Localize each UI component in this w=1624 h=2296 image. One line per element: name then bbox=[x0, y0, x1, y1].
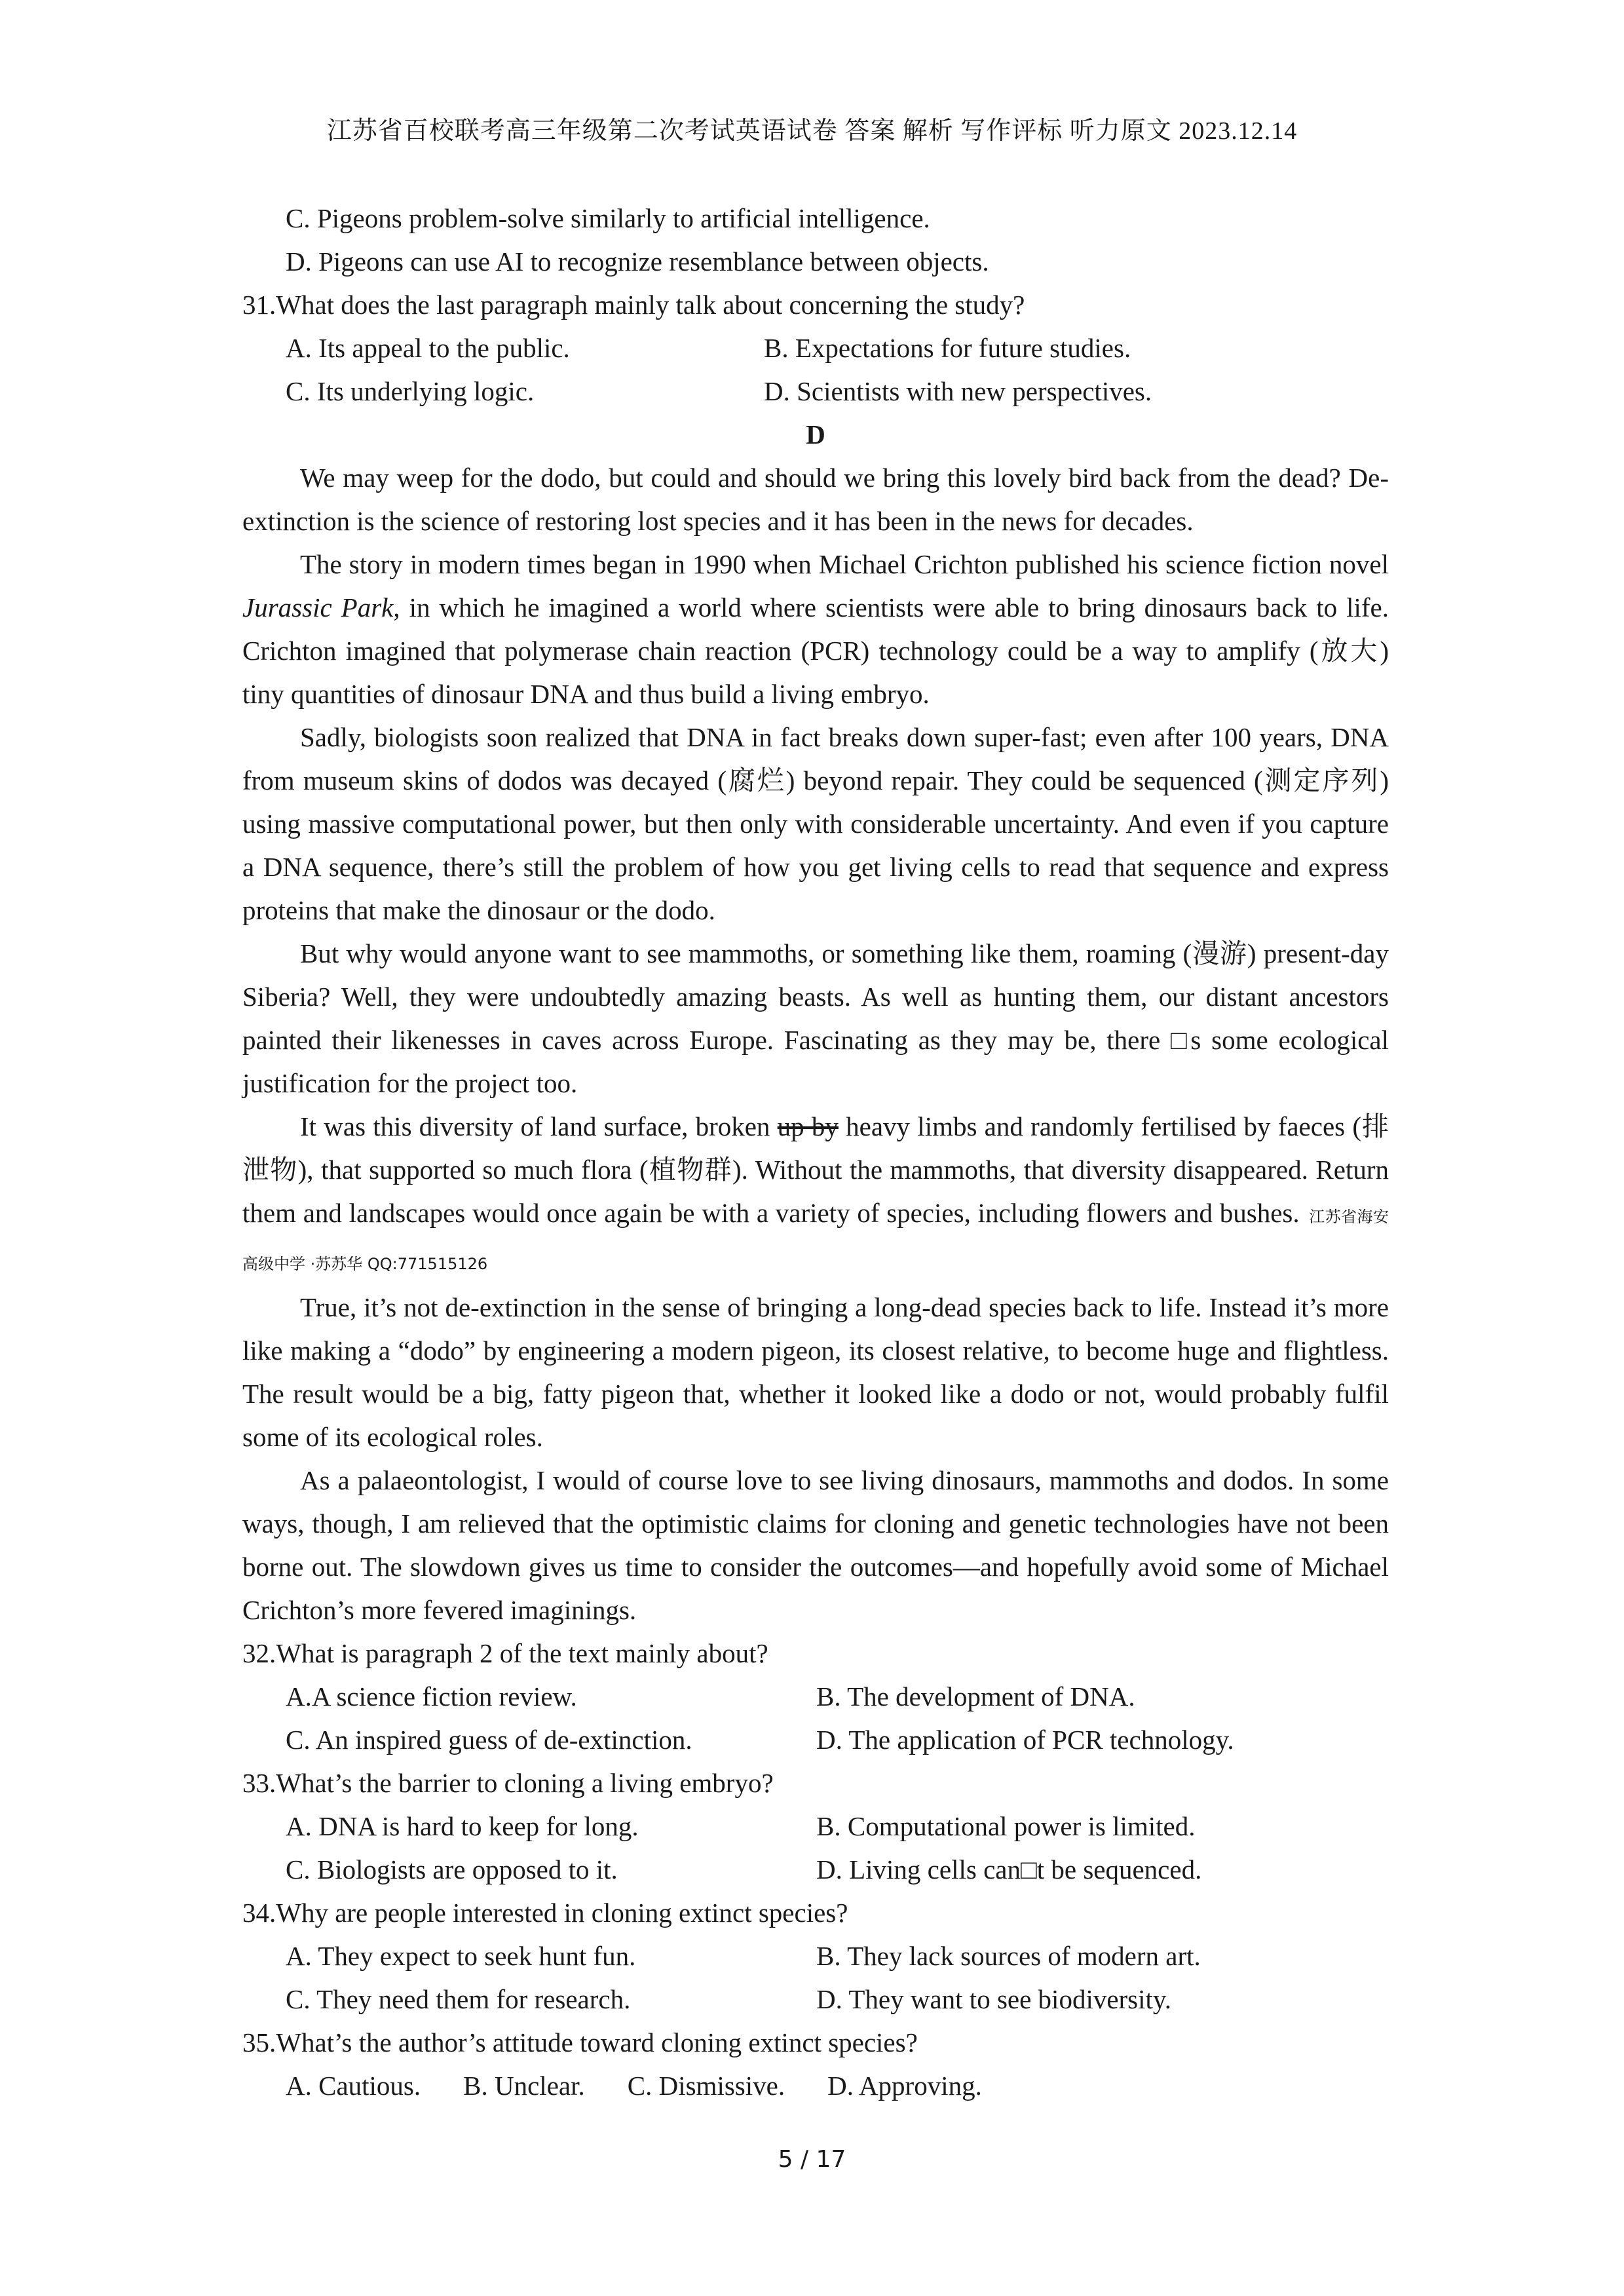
p5-text-a: It was this diversity of land surface, broken bbox=[300, 1111, 778, 1141]
q33-options-cd bbox=[242, 1848, 1389, 1891]
q34-options-ab bbox=[242, 1934, 1389, 1978]
q32-option-d: D. The application of PCR technology. bbox=[816, 1725, 1234, 1755]
q30-option-d: D. Pigeons can use AI to recognize resemblance between objects. bbox=[286, 246, 989, 277]
novel-title: Jurassic Park bbox=[242, 592, 394, 622]
q32-option-b: B. The development of DNA. bbox=[816, 1681, 1135, 1712]
passage-paragraph-1: We may weep for the dodo, but could and should we bring this lovely bird back from the dead? De-extinction is the science of restoring lost species and it has been in the news for decades. bbox=[242, 463, 1389, 536]
q35-options bbox=[242, 2064, 1389, 2107]
passage-paragraph-5 bbox=[242, 1105, 1389, 1286]
watermark-note: 江苏省海安高级中学 ·苏苏华 QQ:771515126 bbox=[242, 1208, 1389, 1273]
q33-option-d: D. Living cells can□t be sequenced. bbox=[816, 1854, 1202, 1885]
q34-option-c: C. They need them for research. bbox=[286, 1984, 631, 2014]
struck-text: up by bbox=[777, 1111, 839, 1141]
q32-options-cd bbox=[242, 1718, 1389, 1761]
q31-option-a: A. Its appeal to the public. bbox=[286, 333, 570, 363]
q32-option-c: C. An inspired guess of de-extinction. bbox=[286, 1725, 692, 1755]
q32-stem: 32.What is paragraph 2 of the text mainly about? bbox=[242, 1638, 768, 1668]
q31-option-b: B. Expectations for future studies. bbox=[764, 333, 1131, 363]
page-content bbox=[242, 197, 1389, 2107]
passage-paragraph-3: Sadly, biologists soon realized that DNA in fact breaks down super-fast; even after 100 years, DNA from museum skins of dodos was decayed (腐烂) beyond repair. They could be sequenced (测定序列) using massive computational power, but then only with considerable uncertainty. And even if you capture a DNA sequence, there’s still the problem of how you get living cells to read that sequence and express proteins that make the dinosaur or the dodo. bbox=[242, 722, 1389, 925]
q31-option-c: C. Its underlying logic. bbox=[286, 376, 535, 406]
p2-text-a: The story in modern times began in 1990 when Michael Crichton published his science fiction novel bbox=[300, 549, 1389, 579]
q31-option-d: D. Scientists with new perspectives. bbox=[764, 376, 1152, 406]
q35-option-c: C. Dismissive. bbox=[627, 2071, 785, 2101]
q30-option-c: C. Pigeons problem-solve similarly to artificial intelligence. bbox=[286, 203, 930, 233]
q34-stem: 34.Why are people interested in cloning extinct species? bbox=[242, 1898, 848, 1928]
q35-option-d: D. Approving. bbox=[827, 2071, 982, 2101]
q35-stem: 35.What’s the author’s attitude toward cloning extinct species? bbox=[242, 2027, 918, 2057]
q33-option-c: C. Biologists are opposed to it. bbox=[286, 1854, 618, 1885]
q32-options-ab bbox=[242, 1675, 1389, 1718]
q33-options-ab bbox=[242, 1805, 1389, 1848]
page-number: 5 / 17 bbox=[778, 2146, 846, 2173]
passage-paragraph-6: True, it’s not de-extinction in the sense of bringing a long-dead species back to life. Instead it’s more like making a “dodo” by engineering a modern pigeon, its closest relative, to become huge and flightless. The result would be a big, fatty pigeon that, whether it looked like a dodo or not, would probably fulfil some of its ecological roles. bbox=[242, 1292, 1389, 1452]
q35-option-b: B. Unclear. bbox=[463, 2071, 585, 2101]
q34-option-d: D. They want to see biodiversity. bbox=[816, 1984, 1172, 2014]
q35-option-a: A. Cautious. bbox=[286, 2071, 421, 2101]
passage-paragraph-7: As a palaeontologist, I would of course love to see living dinosaurs, mammoths and dodos. In some ways, though, I am relieved that the optimistic claims for cloning and genetic technologies have not been borne out. The slowdown gives us time to consider the outcomes—and hopefully avoid some of Michael Crichton’s more fevered imaginings. bbox=[242, 1465, 1389, 1625]
p2-text-b: , in which he imagined a world where scientists were able to bring dinosaurs back to life. Crichton imagined that polymerase chain reaction (PCR) technology could be a way to amplify (放大) tiny quantities of dinosaur DNA and thus build a living embryo. bbox=[242, 592, 1389, 709]
q34-option-b: B. They lack sources of modern art. bbox=[816, 1941, 1201, 1971]
q31-options-ab bbox=[242, 326, 1389, 370]
section-heading-d: D bbox=[806, 419, 825, 450]
q31-options-cd bbox=[242, 370, 1389, 413]
q34-options-cd bbox=[242, 1978, 1389, 2021]
passage-paragraph-4: But why would anyone want to see mammoths, or something like them, roaming (漫游) present-day Siberia? Well, they were undoubtedly amazing beasts. As well as hunting them, our distant ancestors painted their likenesses in caves across Europe. Fascinating as they may be, there □s some ecological justification for the project too. bbox=[242, 938, 1389, 1098]
q31-stem: 31.What does the last paragraph mainly talk about concerning the study? bbox=[242, 290, 1025, 320]
q33-option-b: B. Computational power is limited. bbox=[816, 1811, 1196, 1841]
q34-option-a: A. They expect to seek hunt fun. bbox=[286, 1941, 636, 1971]
q33-option-a: A. DNA is hard to keep for long. bbox=[286, 1811, 639, 1841]
passage-paragraph-2 bbox=[242, 543, 1389, 716]
q33-stem: 33.What’s the barrier to cloning a living embryo? bbox=[242, 1768, 774, 1798]
q32-option-a: A.A science fiction review. bbox=[286, 1681, 577, 1712]
page-header: 江苏省百校联考高三年级第二次考试英语试卷 答案 解析 写作评标 听力原文 2023.12.14 bbox=[326, 117, 1298, 145]
p5-text-b: heavy limbs and randomly fertilised by faeces (排泄物), that supported so much flora (植物群). Without the mammoths, that diversity disappeared. Return them and landscapes would once again be with a variety of species, including flowers and bushes. bbox=[242, 1111, 1389, 1228]
